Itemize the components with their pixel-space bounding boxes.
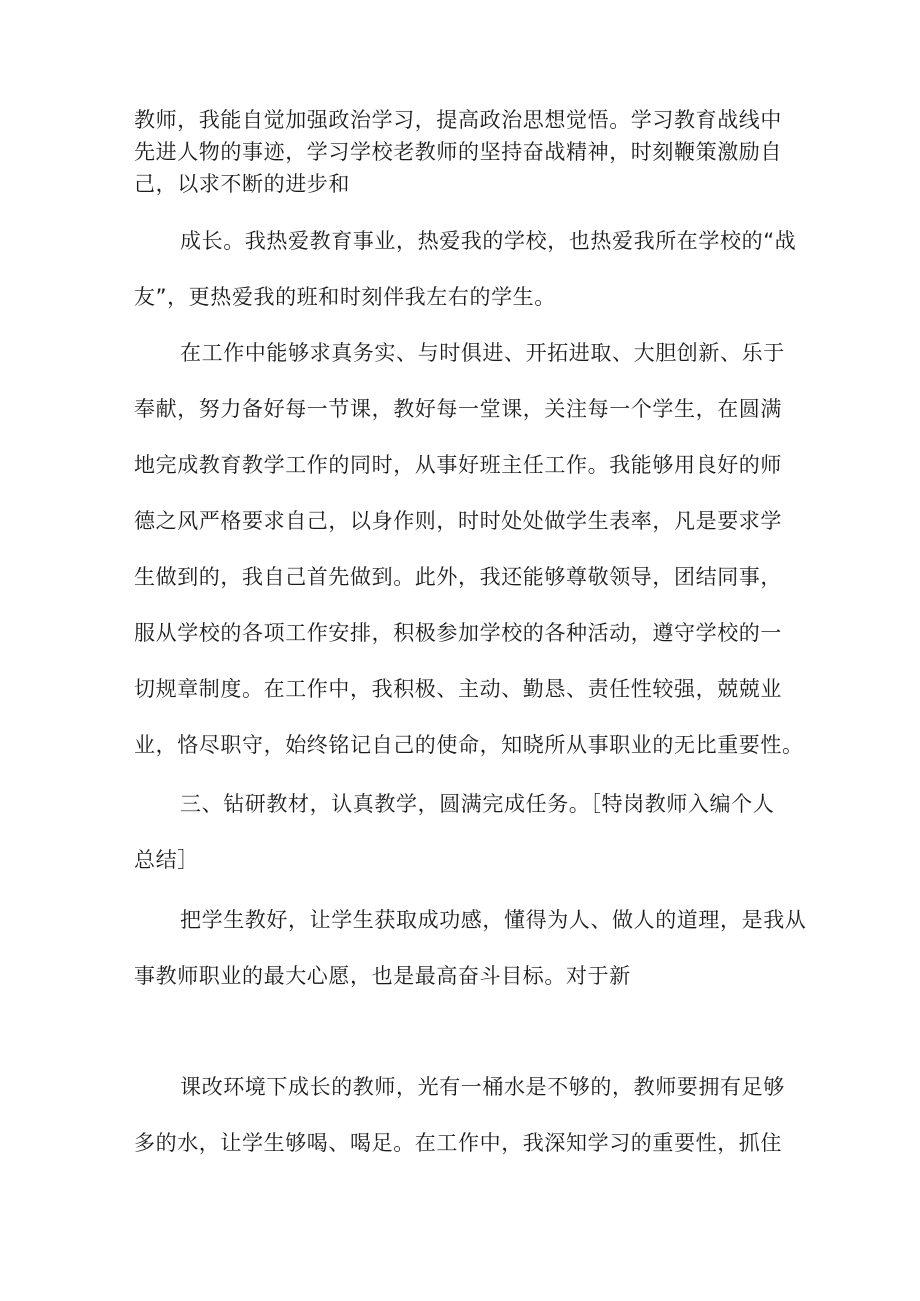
text-line-9: 德之风严格要求自己，以身作则，时时处处做学生表率，凡是要求学 bbox=[134, 509, 782, 533]
text-line-16: 把学生教好，让学生获取成功感，懂得为人、做人的道理，是我从 bbox=[180, 908, 807, 932]
text-line-13: 业，恪尽职守，始终铭记自己的使命，知晓所从事职业的无比重要性。 bbox=[134, 733, 804, 757]
text-line-18: 课改环境下成长的教师，光有一桶水是不够的，教师要拥有足够 bbox=[180, 1075, 785, 1099]
text-line-19: 多的水，让学生够喝、喝足。在工作中，我深知学习的重要性，抓住 bbox=[134, 1131, 782, 1155]
text-line-15: 总结］ bbox=[134, 848, 199, 872]
text-line-2: 先进人物的事迹，学习学校老教师的坚持奋战精神，时刻鞭策激励自 bbox=[134, 140, 782, 164]
text-line-17: 事教师职业的最大心愿，也是最高奋斗目标。对于新 bbox=[134, 964, 631, 988]
text-line-5: 友”，更热爱我的班和时刻伴我左右的学生。 bbox=[134, 285, 556, 309]
text-line-7: 奉献，努力备好每一节课，教好每一堂课，关注每一个学生，在圆满 bbox=[134, 397, 782, 421]
text-line-12: 切规章制度。在工作中，我积极、主动、勤恳、责任性较强，兢兢业 bbox=[134, 677, 782, 701]
text-line-4: 成长。我热爱教育事业，热爱我的学校，也热爱我所在学校的“战 bbox=[180, 229, 797, 253]
text-line-10: 生做到的，我自己首先做到。此外，我还能够尊敬领导，团结同事， bbox=[134, 565, 782, 589]
text-line-8: 地完成教育教学工作的同时，从事好班主任工作。我能够用良好的师 bbox=[134, 453, 782, 477]
text-line-6: 在工作中能够求真务实、与时俱进、开拓进取、大胆创新、乐于 bbox=[180, 341, 785, 365]
text-line-14: 三、钻研教材，认真教学，圆满完成任务。［特岗教师入编个人 bbox=[180, 792, 775, 816]
text-line-1: 教师，我能自觉加强政治学习，提高政治思想觉悟。学习教育战线中 bbox=[134, 108, 782, 132]
text-line-3: 己，以求不断的进步和 bbox=[134, 172, 350, 196]
text-line-11: 服从学校的各项工作安排，积极参加学校的各种活动，遵守学校的一 bbox=[134, 621, 782, 645]
